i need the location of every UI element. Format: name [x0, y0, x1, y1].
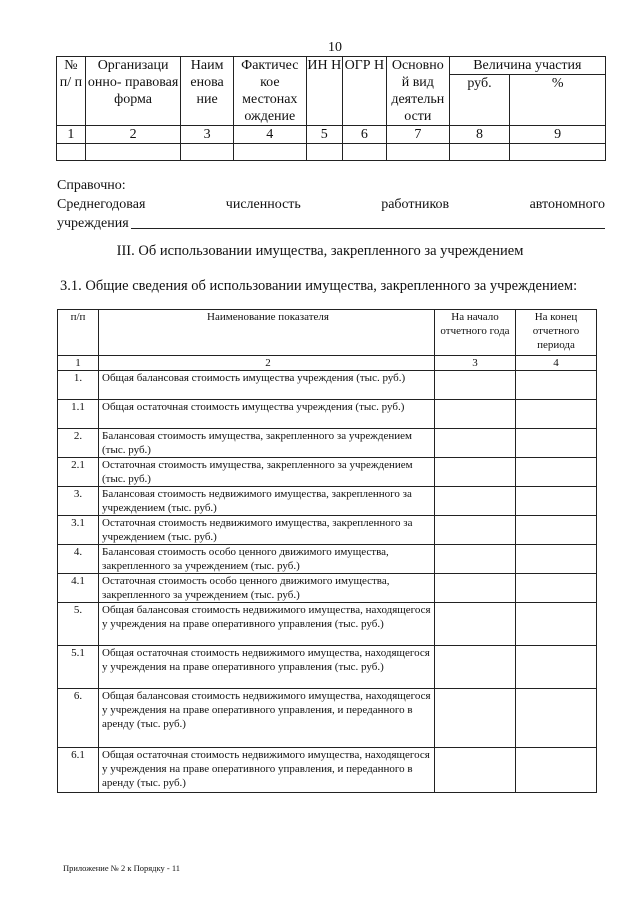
- header-ogrn: ОГР Н: [342, 57, 386, 126]
- row-number: 2.1: [58, 458, 99, 487]
- section-title: III. Об использовании имущества, закрепленного за учреждением: [116, 243, 524, 259]
- header-participation: Величина участия: [449, 57, 605, 75]
- header-rub: руб.: [449, 75, 510, 126]
- header-name: Наим енова ние: [181, 57, 233, 126]
- table-row: [58, 400, 597, 429]
- table-row: [58, 574, 597, 603]
- row-name: Общая остаточная стоимость недвижимого имущества, находящегося у учреждения на праве оперативного управления (тыс. руб.): [99, 646, 435, 689]
- row-number: 3.1: [58, 516, 99, 545]
- page-number: 10: [328, 40, 342, 55]
- row-number: 6.: [58, 689, 99, 748]
- row-number: 5.: [58, 603, 99, 646]
- header-inn: ИН Н: [306, 57, 342, 126]
- col-number: 4: [516, 356, 597, 371]
- col-number: 2: [85, 126, 181, 144]
- footer-note: Приложение № 2 к Порядку - 11: [63, 863, 181, 873]
- col-number: 5: [306, 126, 342, 144]
- row-name: Остаточная стоимость недвижимого имущества, закрепленного за учреждением (тыс. руб.): [99, 516, 435, 545]
- row-number: 4.: [58, 545, 99, 574]
- row-number: 1.: [58, 371, 99, 400]
- row-name: Балансовая стоимость имущества, закрепленного за учреждением (тыс. руб.): [99, 429, 435, 458]
- row-number: 1.1: [58, 400, 99, 429]
- reference-word: работников: [381, 197, 450, 212]
- table-row: [58, 545, 597, 574]
- header-location: Фактичес кое местонах ождение: [233, 57, 306, 126]
- row-number: 6.1: [58, 748, 99, 793]
- header-num: № п/ п: [57, 57, 86, 126]
- subsection-title: 3.1. Общие сведения об использовании имущества, закрепленного за учреждением:: [60, 278, 578, 294]
- row-name: Общая балансовая стоимость недвижимого имущества, находящегося у учреждения на праве оперативного управления (тыс. руб.): [99, 603, 435, 646]
- row-number: 2.: [58, 429, 99, 458]
- row-name: Общая балансовая стоимость имущества учреждения (тыс. руб.): [99, 371, 435, 400]
- col-number: 8: [449, 126, 510, 144]
- header-indicator: Наименование показателя: [99, 310, 435, 356]
- table-row: [58, 516, 597, 545]
- header-legal-form: Организаци онно- правовая форма: [85, 57, 181, 126]
- col-number: 6: [342, 126, 386, 144]
- reference-block: [57, 176, 605, 233]
- table-row: [58, 458, 597, 487]
- reference-word: автономного: [529, 197, 605, 212]
- row-name: Общая остаточная стоимость недвижимого имущества, находящегося у учреждения на праве оперативного управления, и переданного в аренду (тыс. руб.): [99, 748, 435, 793]
- row-name: Остаточная стоимость имущества, закрепленного за учреждением (тыс. руб.): [99, 458, 435, 487]
- col-number: 3: [435, 356, 516, 371]
- col-number: 9: [510, 126, 606, 144]
- header-end: На конец отчетного периода: [516, 310, 597, 356]
- row-name: Балансовая стоимость недвижимого имущества, закрепленного за учреждением (тыс. руб.): [99, 487, 435, 516]
- table-row: [58, 748, 597, 793]
- participation-table: [56, 56, 606, 161]
- col-number: 7: [386, 126, 449, 144]
- table-row: [58, 689, 597, 748]
- header-percent: %: [510, 75, 606, 126]
- table-row: [58, 429, 597, 458]
- row-number: 3.: [58, 487, 99, 516]
- col-number: 3: [181, 126, 233, 144]
- header-activity: Основно й вид деятельн ости: [386, 57, 449, 126]
- row-name: Балансовая стоимость особо ценного движимого имущества, закрепленного за учреждением (тыс. руб.): [99, 545, 435, 574]
- row-number: 4.1: [58, 574, 99, 603]
- reference-word: Среднегодовая: [57, 197, 146, 212]
- empty-row: [57, 144, 606, 161]
- fill-in-line: [131, 214, 605, 229]
- property-table: [57, 309, 597, 793]
- table-row: [58, 603, 597, 646]
- row-number: 5.1: [58, 646, 99, 689]
- reference-word: численность: [225, 197, 301, 212]
- reference-label: Справочно:: [57, 178, 126, 193]
- header-pp: п/п: [58, 310, 99, 356]
- col-number: 4: [233, 126, 306, 144]
- col-number: 1: [57, 126, 86, 144]
- col-number: 2: [99, 356, 435, 371]
- row-name: Общая остаточная стоимость имущества учреждения (тыс. руб.): [99, 400, 435, 429]
- table-row: [58, 487, 597, 516]
- reference-word: учреждения: [57, 216, 129, 231]
- row-name: Общая балансовая стоимость недвижимого имущества, находящегося у учреждения на праве оперативного управления, и переданного в аренду (тыс. руб.): [99, 689, 435, 748]
- header-start: На начало отчетного года: [435, 310, 516, 356]
- row-name: Остаточная стоимость особо ценного движимого имущества, закрепленного за учреждением (тыс. руб.): [99, 574, 435, 603]
- table-row: [58, 371, 597, 400]
- table-row: [58, 646, 597, 689]
- col-number: 1: [58, 356, 99, 371]
